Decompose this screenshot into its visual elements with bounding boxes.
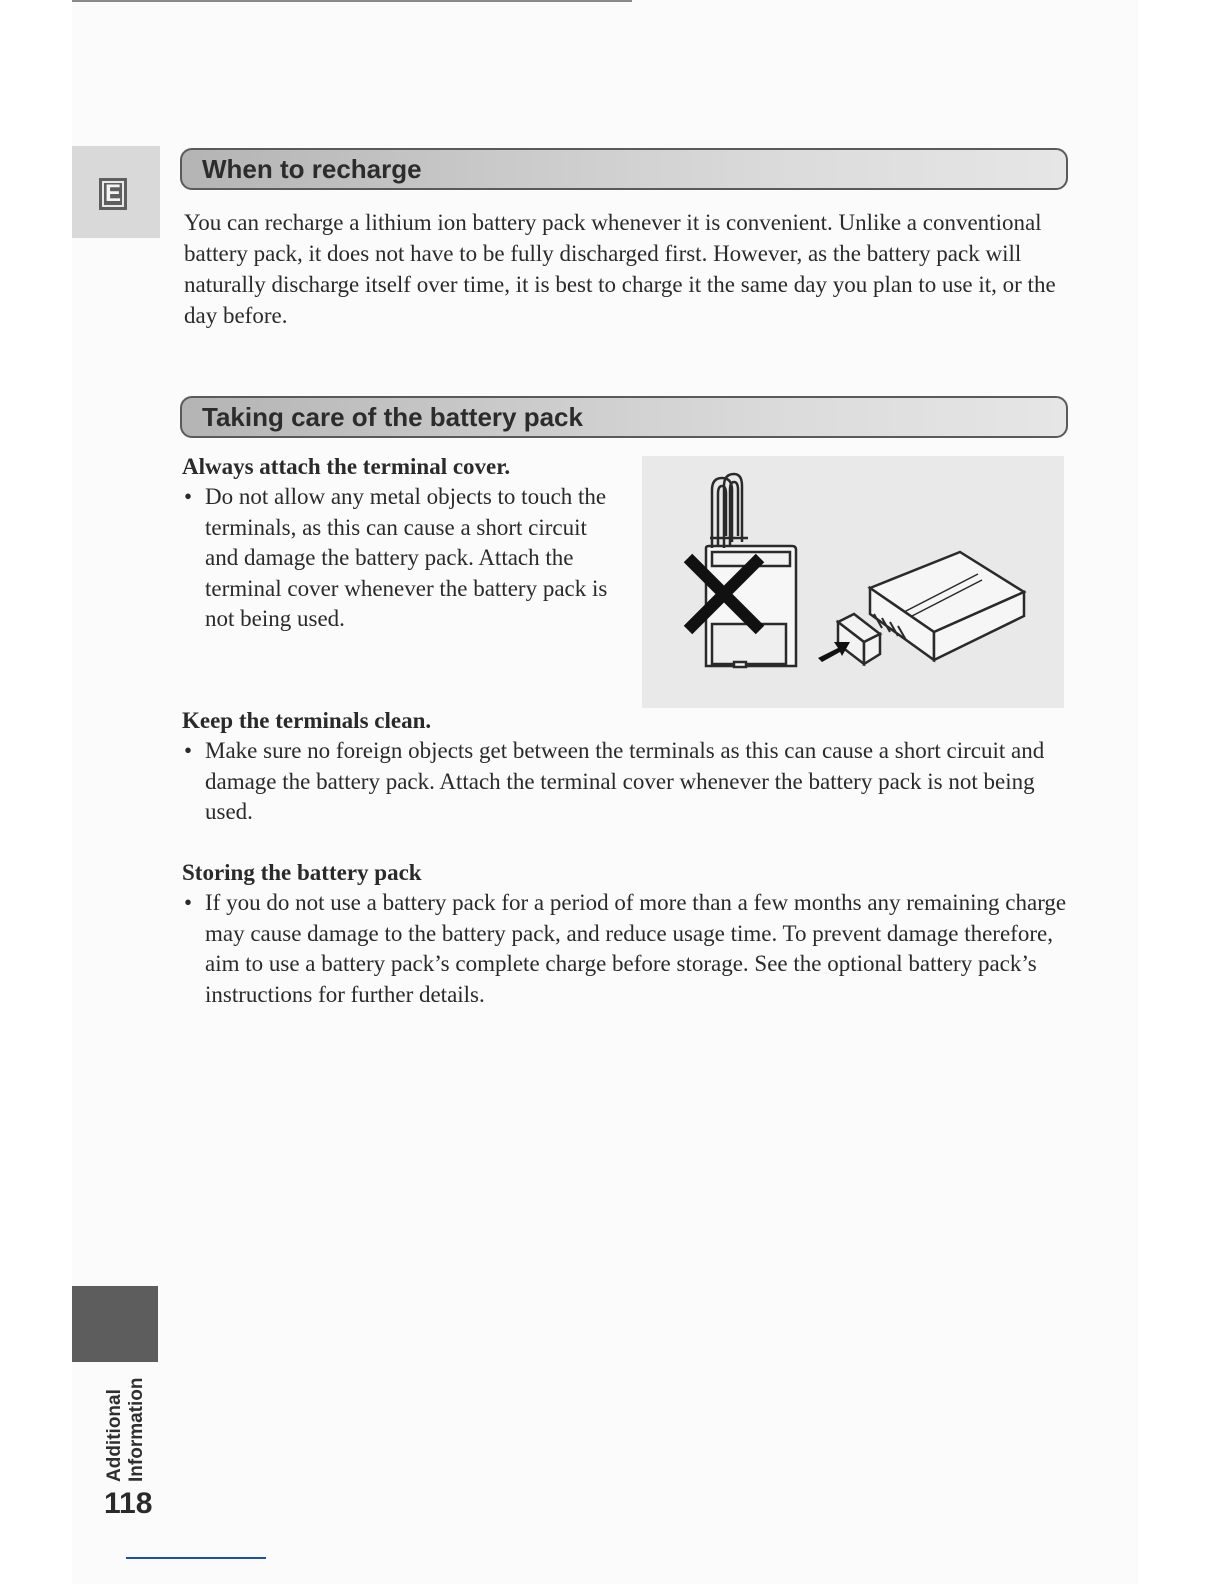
bottom-rule (126, 1557, 266, 1559)
bullet-dot: • (184, 738, 193, 763)
section-heading-when-to-recharge (180, 148, 1068, 190)
terminal-cover-icon (838, 614, 880, 664)
top-rule (72, 0, 632, 2)
section-label-line2: Information (126, 1377, 147, 1482)
insert-arrow-icon (818, 642, 850, 662)
section-tab (72, 1286, 158, 1362)
section-heading-text: When to recharge (202, 154, 422, 184)
bullet-terminals-clean (184, 736, 1074, 828)
subheading-storing: Storing the battery pack (182, 860, 422, 885)
recharge-paragraph: You can recharge a lithium ion battery pack whenever it is convenient. Unlike a conventional battery pack, it does not have to be fully discharged first. However, as the battery pack will naturally discharge itself over time, it is best to charge it the same day you plan to use it, or the day before. (184, 210, 1056, 328)
battery-terminal-illustration (642, 456, 1064, 708)
bullet-text: If you do not use a battery pack for a period of more than a few months any remaining charge may cause damage to the battery pack, and reduce usage time. To prevent damage therefore, aim to use a battery pack’s complete charge before storage. See the optional battery pack’s instructions for further details. (205, 890, 1067, 1007)
paper-clip-icon (710, 474, 748, 548)
bullet-storing (184, 888, 1074, 1010)
section-heading-battery-care (180, 396, 1068, 438)
subheading-terminal-cover: Always attach the terminal cover. (182, 454, 511, 479)
section-label (104, 1370, 160, 1482)
battery-pack-icon (870, 552, 1024, 660)
bullet-dot: • (184, 890, 193, 915)
page-number: 118 (104, 1487, 153, 1520)
language-tab-letter: E (99, 178, 127, 210)
section-label-line1: Additional (104, 1389, 125, 1482)
bullet-terminal-cover (184, 482, 614, 635)
bullet-text: Do not allow any metal objects to touch the terminals, as this can cause a short circuit and damage the battery pack. Attach the terminal cover whenever the battery pack is not being used. (205, 484, 608, 631)
section-heading-text: Taking care of the battery pack (202, 402, 583, 432)
subheading-terminals-clean: Keep the terminals clean. (182, 708, 432, 733)
bullet-text: Make sure no foreign objects get between the terminals as this can cause a short circuit and damage the battery pack. Attach the terminal cover whenever the battery pack is not being used. (205, 738, 1045, 824)
battery-illustration-svg (642, 456, 1064, 708)
bullet-dot: • (184, 484, 193, 509)
